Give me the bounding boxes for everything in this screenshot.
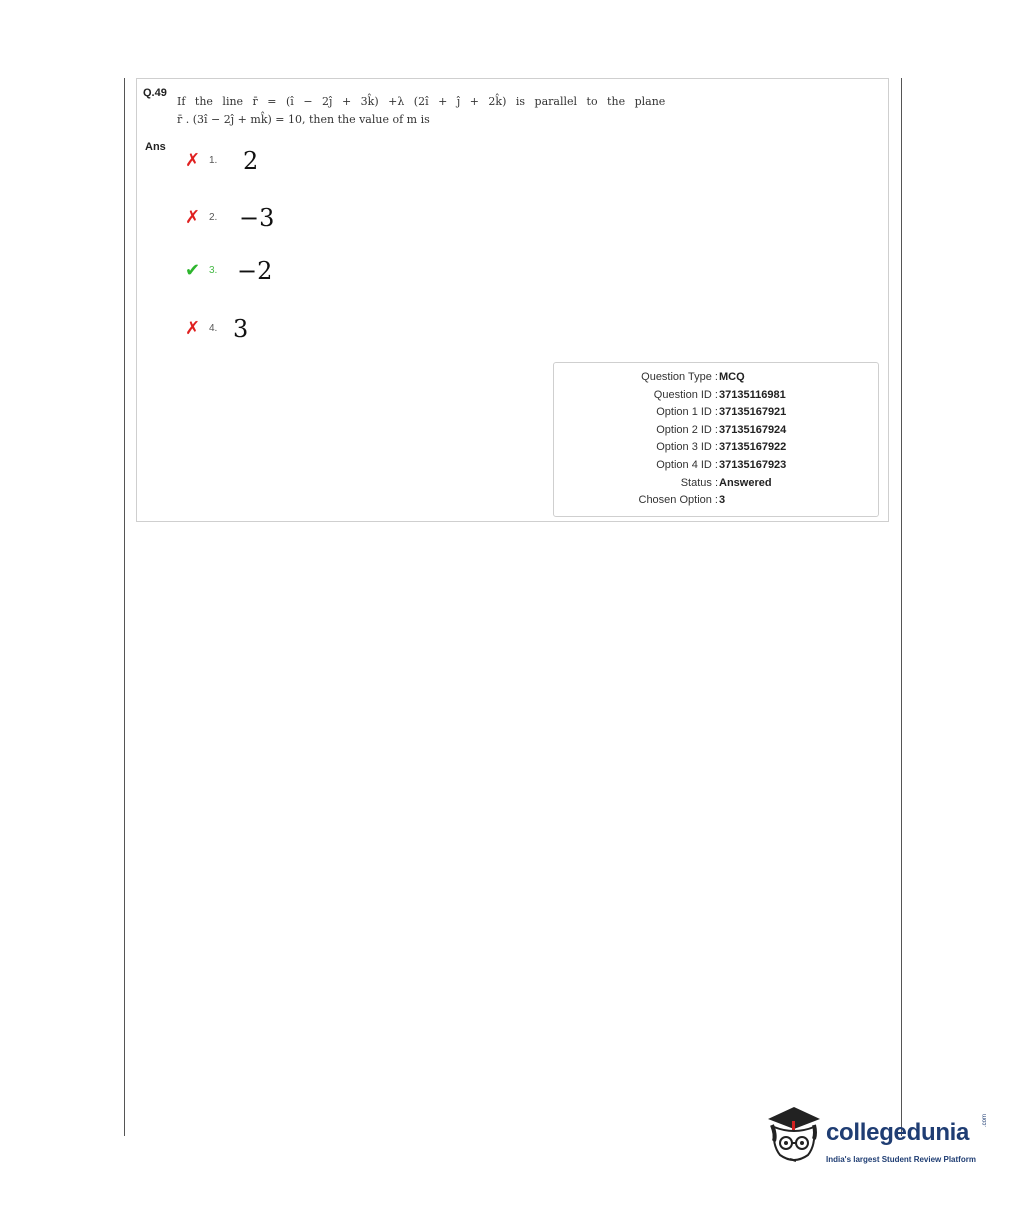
question-text-line-1: If the line r̄ = (î − 2ĵ + 3k̂) +λ (2î + ĵ + 2k̂) is parallel to the plane — [177, 95, 666, 108]
meta-row-question-type — [554, 371, 878, 387]
meta-value: 37135116981 — [719, 389, 786, 401]
meta-row-option-1-id — [554, 406, 878, 422]
checkmark-icon: ✔ — [185, 260, 201, 280]
meta-value: 3 — [719, 494, 726, 506]
meta-row-option-2-id — [554, 424, 878, 440]
meta-value: MCQ — [719, 371, 745, 383]
answer-label: Ans — [145, 141, 166, 153]
meta-key: Status : — [680, 477, 718, 489]
question-metadata-box — [553, 362, 879, 517]
option-number: 4. — [209, 323, 218, 334]
meta-key: Option 4 ID : — [656, 459, 718, 471]
brand-tagline: India's largest Student Review Platform — [826, 1155, 976, 1164]
meta-value: Answered — [719, 477, 772, 489]
brand-name: collegedunia — [826, 1119, 970, 1146]
meta-value: 37135167924 — [719, 424, 787, 436]
option-value: −2 — [237, 257, 273, 285]
meta-value: 37135167922 — [719, 441, 787, 453]
meta-row-status — [554, 477, 878, 493]
page-border-left — [124, 78, 125, 1136]
meta-key: Option 1 ID : — [656, 406, 718, 418]
cross-icon: ✗ — [185, 207, 201, 227]
cross-icon: ✗ — [185, 150, 201, 170]
question-text — [177, 93, 777, 129]
meta-row-option-4-id — [554, 459, 878, 475]
meta-key: Chosen Option : — [638, 494, 718, 506]
meta-key: Question ID : — [653, 389, 718, 401]
cross-icon: ✗ — [185, 318, 201, 338]
meta-key: Option 3 ID : — [656, 441, 718, 453]
meta-row-question-id — [554, 389, 878, 405]
brand-domain-suffix: .com — [982, 1113, 988, 1127]
meta-row-option-3-id — [554, 441, 878, 457]
question-number: Q.49 — [143, 87, 167, 99]
option-number: 2. — [209, 212, 218, 223]
meta-value: 37135167923 — [719, 459, 787, 471]
meta-value: 37135167921 — [719, 406, 787, 418]
question-card — [136, 78, 889, 522]
option-value: −3 — [239, 204, 275, 232]
student-mascot-logo-icon — [766, 1105, 822, 1167]
option-number: 3. — [209, 265, 218, 276]
page-border-right — [901, 78, 902, 1136]
option-value: 3 — [233, 315, 249, 343]
option-value: 2 — [243, 147, 259, 175]
meta-key: Question Type : — [641, 371, 718, 383]
question-text-line-2: r̄ . (3î − 2ĵ + mk̂) = 10, then the value of m is — [177, 113, 430, 126]
meta-key: Option 2 ID : — [656, 424, 718, 436]
option-number: 1. — [209, 155, 218, 166]
collegedunia-brand — [766, 1105, 996, 1180]
meta-row-chosen-option — [554, 494, 878, 510]
